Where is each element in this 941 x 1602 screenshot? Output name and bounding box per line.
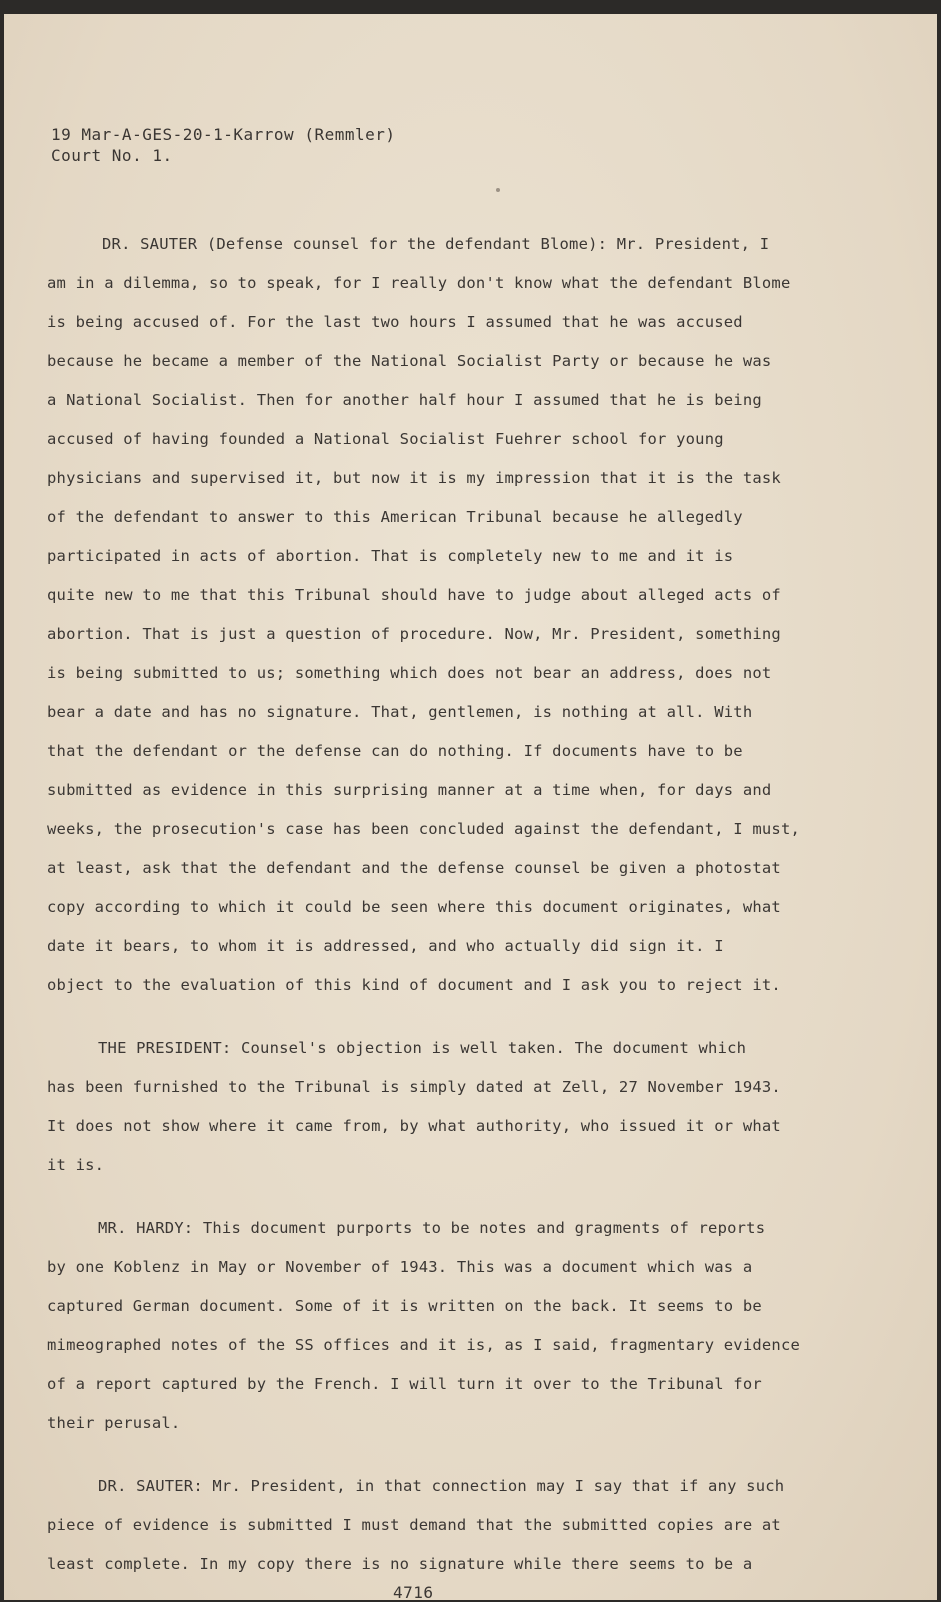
text-line: is being accused of. For the last two hours I assumed that he was accused	[47, 313, 743, 331]
text-line: that the defendant or the defense can do nothing. If documents have to be	[47, 742, 743, 760]
text-line: It does not show where it came from, by what authority, who issued it or what	[47, 1117, 781, 1135]
text-line: weeks, the prosecution's case has been concluded against the defendant, I must,	[47, 820, 801, 838]
text-line: has been furnished to the Tribunal is simply dated at Zell, 27 November 1943.	[47, 1078, 781, 1096]
text-line: it is.	[47, 1156, 105, 1174]
text-line: captured German document. Some of it is written on the back. It seems to be	[47, 1297, 762, 1315]
text-line: object to the evaluation of this kind of document and I ask you to reject it.	[47, 976, 781, 994]
text-line: physicians and supervised it, but now it is my impression that it is the task	[47, 469, 781, 487]
text-line: DR. SAUTER (Defense counsel for the defendant Blome): Mr. President, I	[102, 235, 770, 253]
header-reference: 19 Mar-A-GES-20-1-Karrow (Remmler)	[51, 125, 396, 144]
text-line: date it bears, to whom it is addressed, and who actually did sign it. I	[47, 937, 724, 955]
text-line: quite new to me that this Tribunal should have to judge about alleged acts of	[47, 586, 781, 604]
text-line: a National Socialist. Then for another half hour I assumed that he is being	[47, 391, 762, 409]
text-line: abortion. That is just a question of procedure. Now, Mr. President, something	[47, 625, 781, 643]
text-line: of a report captured by the French. I will turn it over to the Tribunal for	[47, 1375, 762, 1393]
text-line: least complete. In my copy there is no signature while there seems to be a	[47, 1555, 753, 1573]
text-line: THE PRESIDENT: Counsel's objection is well taken. The document which	[98, 1039, 747, 1057]
text-line: am in a dilemma, so to speak, for I really don't know what the defendant Blome	[47, 274, 791, 292]
text-line: bear a date and has no signature. That, gentlemen, is nothing at all. With	[47, 703, 753, 721]
text-line: mimeographed notes of the SS offices and it is, as I said, fragmentary evidence	[47, 1336, 801, 1354]
ink-speck	[496, 188, 500, 192]
text-line: submitted as evidence in this surprising manner at a time when, for days and	[47, 781, 772, 799]
text-line: because he became a member of the National Socialist Party or because he was	[47, 352, 772, 370]
text-line: copy according to which it could be seen where this document originates, what	[47, 898, 781, 916]
text-line: of the defendant to answer to this American Tribunal because he allegedly	[47, 508, 743, 526]
header-court: Court No. 1.	[51, 146, 173, 165]
document-page	[4, 14, 937, 1600]
text-line: MR. HARDY: This document purports to be notes and gragments of reports	[98, 1219, 766, 1237]
text-line: piece of evidence is submitted I must demand that the submitted copies are at	[47, 1516, 781, 1534]
text-line: DR. SAUTER: Mr. President, in that connection may I say that if any such	[98, 1477, 785, 1495]
text-line: participated in acts of abortion. That is completely new to me and it is	[47, 547, 734, 565]
text-line: accused of having founded a National Socialist Fuehrer school for young	[47, 430, 724, 448]
text-line: is being submitted to us; something which does not bear an address, does not	[47, 664, 772, 682]
text-line: by one Koblenz in May or November of 1943. This was a document which was a	[47, 1258, 753, 1276]
page-number: 4716	[393, 1583, 434, 1602]
text-line: at least, ask that the defendant and the defense counsel be given a photostat	[47, 859, 781, 877]
document-header	[51, 124, 396, 166]
text-line: their perusal.	[47, 1414, 181, 1432]
